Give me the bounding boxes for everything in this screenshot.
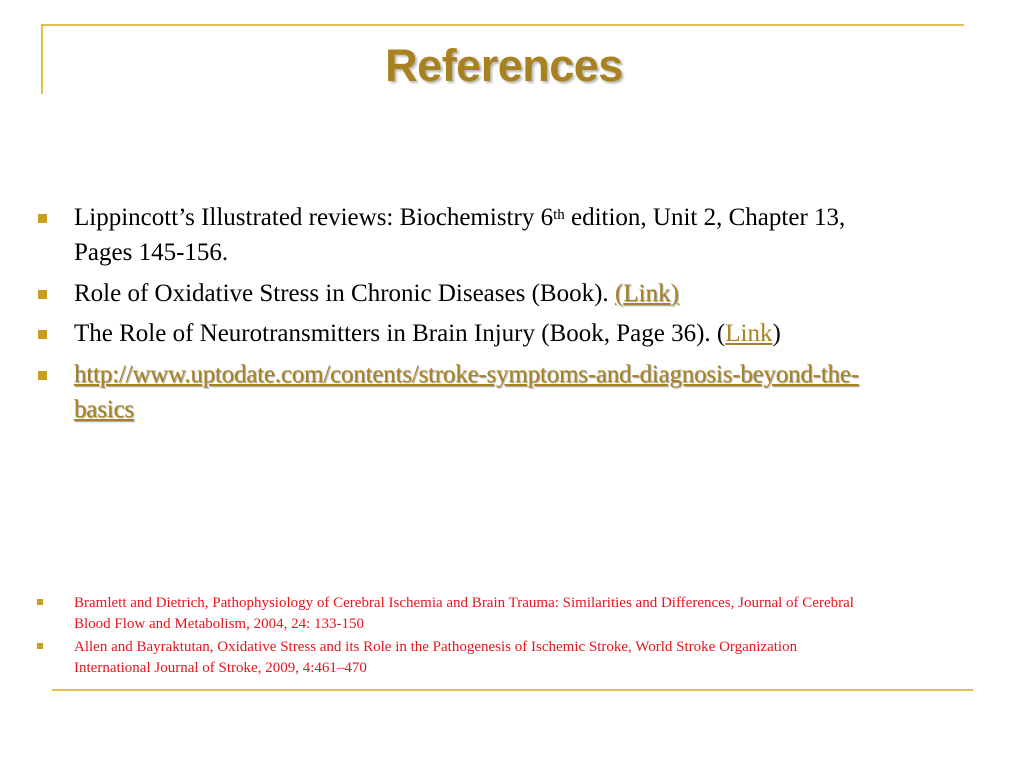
reference-text-cont: edition, Unit 2, Chapter 13, xyxy=(564,204,846,231)
slide-title: References xyxy=(385,40,623,91)
reference-text: The Role of Neurotransmitters in Brain Injury (Book, Page 36). ( xyxy=(74,320,726,347)
reference-text-close: ) xyxy=(772,320,781,347)
square-bullet-icon xyxy=(38,330,47,339)
square-bullet-icon xyxy=(38,290,47,299)
reference-text: Role of Oxidative Stress in Chronic Diseases (Book). xyxy=(74,280,615,307)
footnote-item-bramlett xyxy=(74,593,974,635)
square-bullet-icon xyxy=(38,214,47,223)
frame-bottom-line xyxy=(52,689,973,691)
reference-text: Lippincott’s Illustrated reviews: Biochemistry 6 xyxy=(74,204,554,231)
footnote-text-line2: International Journal of Stroke, 2009, 4:461–470 xyxy=(74,660,367,676)
frame-top-line xyxy=(42,24,964,26)
reference-item-neurotransmitters xyxy=(74,316,990,351)
square-bullet-icon xyxy=(37,643,43,649)
reference-text-line2: Pages 145-156. xyxy=(74,239,229,266)
footnote-item-allen xyxy=(74,637,974,679)
footnote-text: Allen and Bayraktutan, Oxidative Stress and its Role in the Pathogenesis of Ischemic Stroke, World Stroke Organization xyxy=(74,639,798,655)
square-bullet-icon xyxy=(38,371,47,380)
footnote-text-line2: Blood Flow and Metabolism, 2004, 24: 133-150 xyxy=(74,616,364,632)
superscript-th: th xyxy=(553,207,565,223)
reference-item-uptodate xyxy=(74,357,990,427)
book-link-neurotransmitters[interactable]: Link xyxy=(725,320,773,347)
reference-item-oxidative-stress xyxy=(74,276,990,311)
square-bullet-icon xyxy=(37,599,43,605)
footnote-text: Bramlett and Dietrich, Pathophysiology of Cerebral Ischemia and Brain Trauma: Similarities and Differences, Journal of Cerebral xyxy=(74,595,854,611)
uptodate-url-link[interactable]: http://www.uptodate.com/contents/stroke-symptoms-and-diagnosis-beyond-the- basics xyxy=(74,361,859,423)
book-link-oxidative-stress[interactable]: (Link) xyxy=(614,280,679,307)
reference-item-lippincott xyxy=(74,200,990,270)
